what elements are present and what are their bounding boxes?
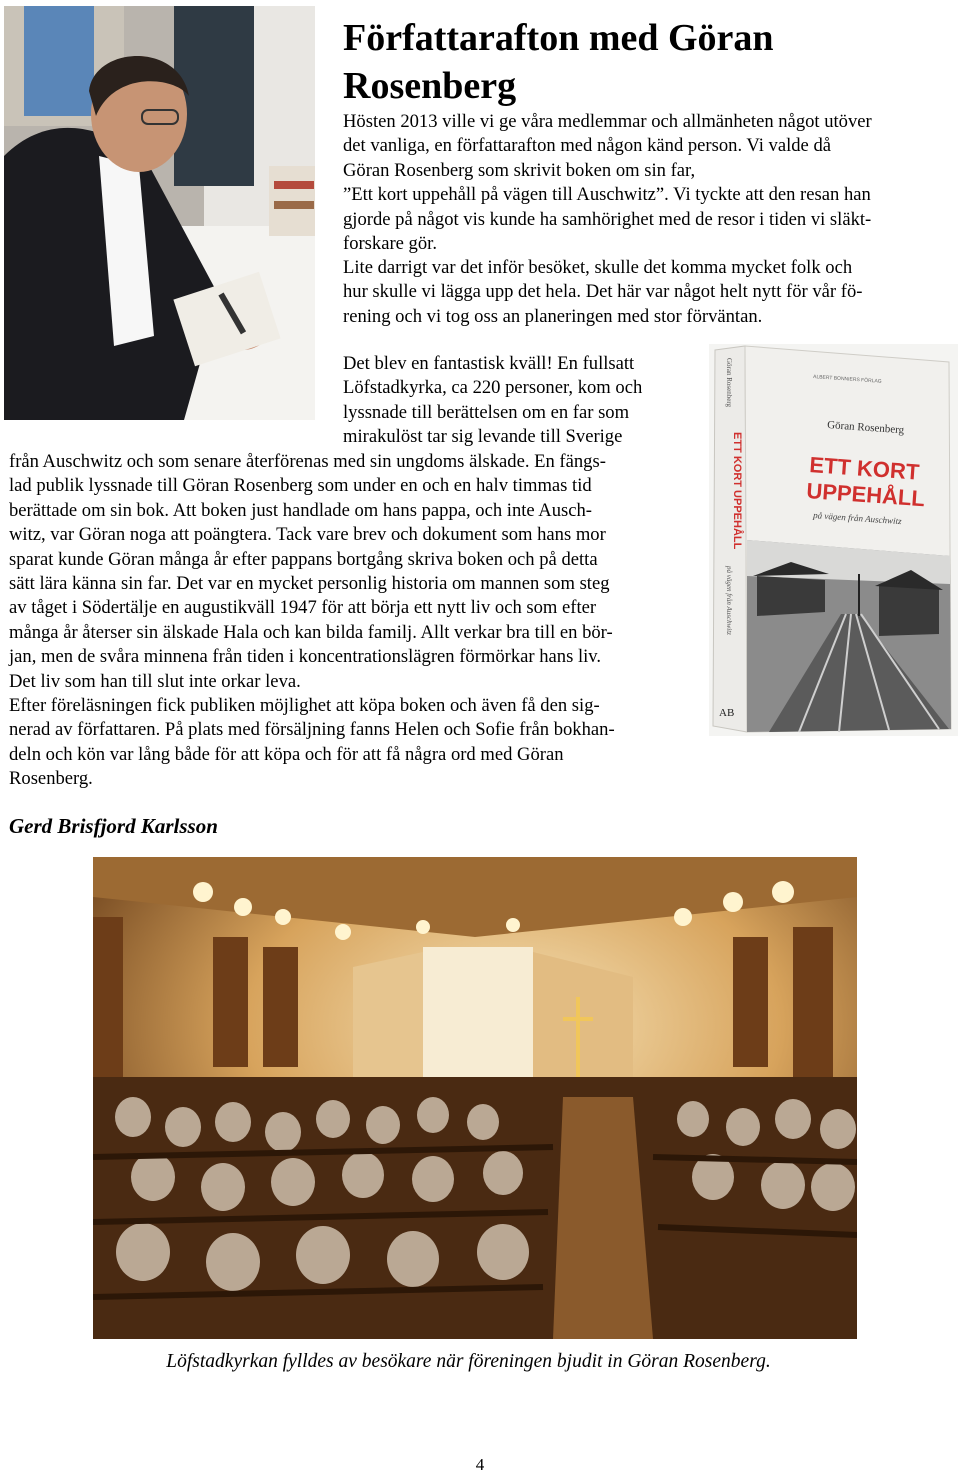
- body-line: sparat kunde Göran många år efter pappans bortgång skriva boken och på detta: [9, 548, 598, 570]
- article-title: Författarafton med Göran Rosenberg: [343, 17, 774, 107]
- evening-paragraph-main: [9, 450, 699, 792]
- body-line: lad publik lyssnade till Göran Rosenberg som under en och en halv timmas tid: [9, 475, 592, 497]
- body-line: många år återser sin älskade Hala och kan bilda familj. Allt verkar bra till en bör-: [9, 621, 613, 643]
- evening-line: mirakulöst tar sig levande till Sverige: [343, 426, 623, 448]
- evening-line: Det blev en fantastisk kväll! En fullsatt: [343, 353, 635, 374]
- photo-caption: Löfstadkyrkan fylldes av besökare när föreningen bjudit in Göran Rosenberg.: [166, 1351, 771, 1372]
- planning-line: Lite darrigt var det inför besöket, skulle det komma mycket folk och: [343, 257, 853, 278]
- body-line: Det liv som han till slut inte orkar leva.: [9, 670, 301, 692]
- spine-subtitle: på vägen från Auschwitz: [725, 566, 733, 635]
- evening-line: Löfstadkyrka, ca 220 personer, kom och: [343, 377, 643, 399]
- body-line: berättade om sin bok. Att boken just handlade om hans pappa, och inte Ausch-: [9, 499, 592, 521]
- body-line: nerad av författaren. På plats med försäljning fanns Helen och Sofie från bokhan-: [9, 719, 615, 741]
- book-cover-photo: [709, 344, 958, 736]
- spine-author: Göran Rosenberg: [725, 358, 733, 408]
- church-audience-image: [93, 857, 857, 1339]
- body-line: Rosenberg.: [9, 768, 93, 790]
- intro-paragraph: [343, 110, 955, 256]
- spine-title: ETT KORT UPPEHÅLL: [731, 432, 743, 550]
- body-line: från Auschwitz och som senare återförenas med sin ungdoms älskade. En fängs-: [9, 451, 606, 472]
- spine-logo: AB: [719, 707, 735, 719]
- intro-line: forskare gör.: [343, 233, 437, 255]
- author-signing-photo: [4, 6, 315, 420]
- cover-subtitle: på vägen från Auschwitz: [812, 510, 902, 527]
- intro-line: Hösten 2013 ville vi ge våra medlemmar och allmänheten något utöver: [343, 111, 872, 132]
- intro-line: det vanliga, en författarafton med någon känd person. Vi valde då: [343, 135, 832, 157]
- cover-title-line2: UPPEHÅLL: [805, 478, 926, 512]
- cover-author: Göran Rosenberg: [826, 419, 905, 437]
- intro-line: ”Ett kort uppehåll på vägen till Auschwitz”. Vi tyckte att den resan han: [343, 184, 871, 206]
- publisher-name: ALBERT BONNIERS FÖRLAG: [812, 374, 882, 385]
- body-line: sätt lära känna sin far. Det var en mycket personlig historia om mannen som steg: [9, 573, 610, 595]
- page-number: 4: [475, 1455, 485, 1474]
- author-signing-image: [4, 6, 315, 420]
- body-line: av tåget i Södertälje en augustikväll 1947 för att börja ett nytt liv och som efter: [9, 597, 597, 619]
- intro-line: gjorde på något vis kunde ha samhörighet med de resor i tiden vi släkt-: [343, 208, 872, 230]
- body-line: deln och kön var lång både för att köpa och för att få några ord med Göran: [9, 743, 564, 765]
- body-line: witz, var Göran noga att poängtera. Tack vare brev och dokument som hans mor: [9, 524, 606, 546]
- planning-line: rening och vi tog oss an planeringen med stor förväntan.: [343, 305, 763, 327]
- planning-paragraph: [343, 256, 955, 329]
- church-audience-photo: [93, 857, 857, 1339]
- intro-line: Göran Rosenberg som skrivit boken om sin far,: [343, 159, 696, 181]
- cover-title-line1: ETT KORT: [808, 452, 921, 485]
- book-cover-image: [709, 344, 958, 736]
- author-signature: Gerd Brisfjord Karlsson: [9, 814, 218, 838]
- evening-line: lyssnade till berättelsen om en far som: [343, 401, 630, 423]
- body-line: jan, men de svåra minnena från tiden i koncentrationslägren förmörkar hans liv.: [9, 646, 602, 668]
- planning-line: hur skulle vi lägga upp det hela. Det här var något helt nytt för vår fö-: [343, 281, 863, 303]
- body-line: Efter föreläsningen fick publiken möjlighet att köpa boken och även få den sig-: [9, 695, 600, 717]
- evening-paragraph-start: [343, 352, 703, 450]
